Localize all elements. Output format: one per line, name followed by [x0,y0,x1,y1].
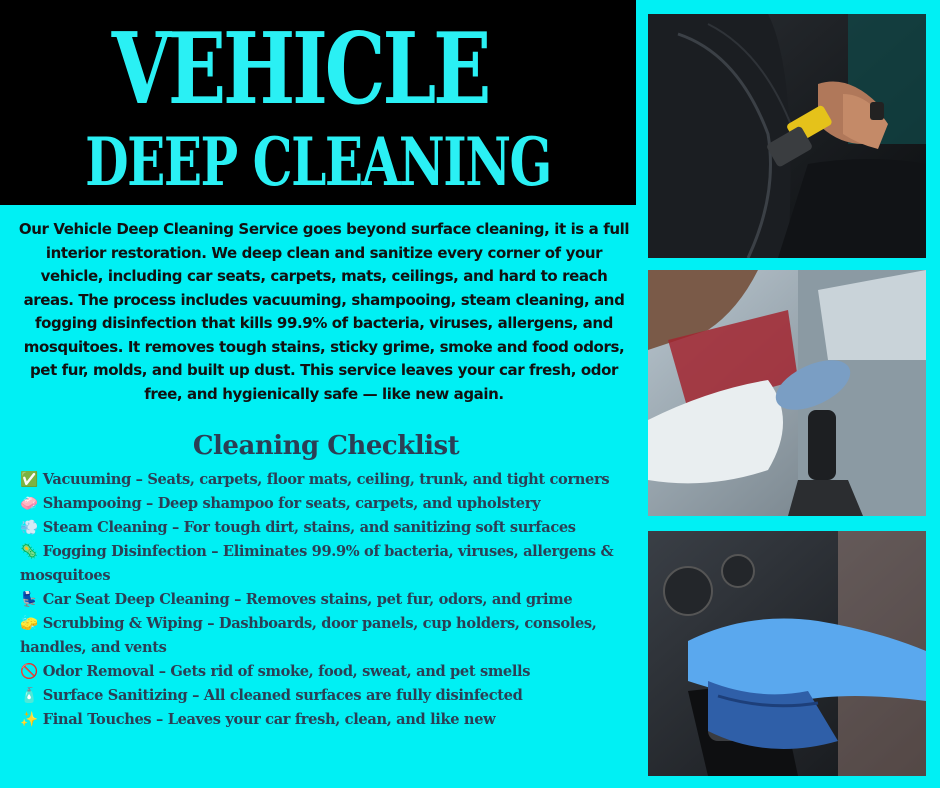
lotion-bottle-icon: 🧴 [20,687,38,704]
checklist-item-text: Shampooing – Deep shampoo for seats, carpets, and upholstery [38,495,541,512]
checklist-item-text: Scrubbing & Wiping – Dashboards, door panels, cup holders, consoles, handles, and vents [20,615,597,656]
cleaning-checklist [20,468,632,732]
checklist-item [20,684,632,708]
checklist-item-text: Final Touches – Leaves your car fresh, clean, and like new [38,711,496,728]
checklist-heading: Cleaning Checklist [192,431,460,461]
checklist-item [20,468,632,492]
checklist-item-text: Vacuuming – Seats, carpets, floor mats, ceiling, trunk, and tight corners [38,471,610,488]
service-description: Our Vehicle Deep Cleaning Service goes beyond surface cleaning, it is a full interior restoration. We deep clean and sanitize every corner of your vehicle, including car seats, carpets, mats, ceilings, and hard to reach areas. The process includes vacuuming, shampooing, steam cleaning, and fogging disinfection that kills 99.9% of bacteria, viruses, allergens, and mosquitoes. It removes tough stains, sticky grime, smoke and food odors, pet fur, molds, and built up dust. This service leaves your car fresh, odor free, and hygienically safe — like new again. [18,220,630,403]
checklist-item [20,660,632,684]
checklist-item [20,612,632,660]
sponge-icon: 🧽 [20,615,38,632]
checklist-item-text: Fogging Disinfection – Eliminates 99.9% of bacteria, viruses, allergens & mosquitoes [20,543,614,584]
sparkles-icon: ✨ [20,711,38,728]
soap-icon: 🧼 [20,495,38,512]
seat-icon: 💺 [20,591,38,608]
checklist-item [20,540,632,588]
microbe-icon: 🦠 [20,543,38,560]
checklist-item [20,588,632,612]
steam-icon: 💨 [20,519,38,536]
prohibited-icon: 🚫 [20,663,38,680]
title-banner [0,0,636,205]
checklist-item-text: Surface Sanitizing – All cleaned surfaces are fully disinfected [38,687,523,704]
page-title-line2: DEEP CLEANING [85,123,551,201]
check-mark-icon: ✅ [20,471,38,488]
checklist-item [20,516,632,540]
checklist-item-text: Odor Removal – Gets rid of smoke, food, sweat, and pet smells [38,663,531,680]
photo-gear-shift-wiping-blue-glove [648,531,926,776]
photo-gear-shift-wiping-white-glove [648,270,926,516]
checklist-item [20,492,632,516]
page-title-line1: VEHICLE [111,12,489,127]
photo-seat-vacuuming [648,14,926,258]
checklist-item [20,708,632,732]
checklist-item-text: Steam Cleaning – For tough dirt, stains, and sanitizing soft surfaces [38,519,576,536]
checklist-item-text: Car Seat Deep Cleaning – Removes stains, pet fur, odors, and grime [38,591,573,608]
